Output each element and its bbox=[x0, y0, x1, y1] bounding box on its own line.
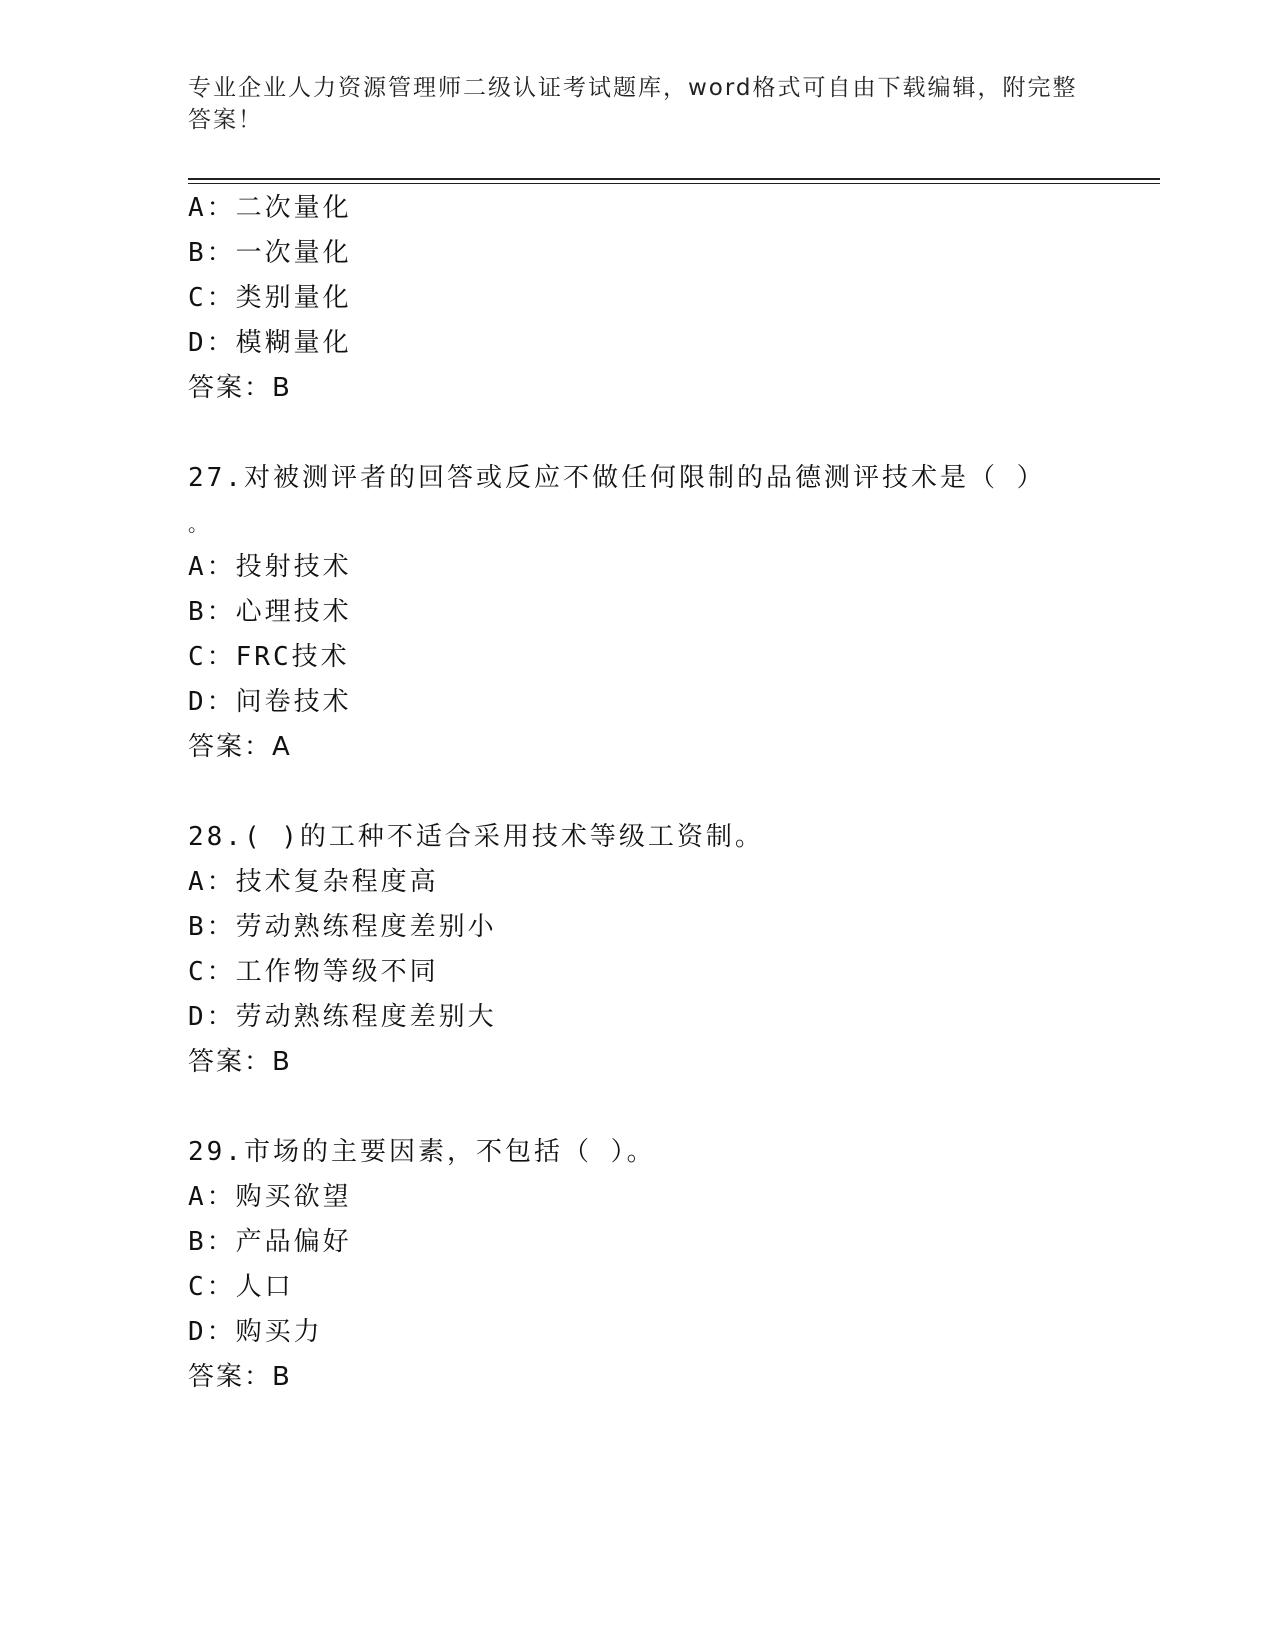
q29-stem: 29.市场的主要因素，不包括（ ）。 bbox=[188, 1137, 656, 1167]
header-rule bbox=[188, 178, 1160, 180]
q29-option-b: B：产品偏好 bbox=[188, 1227, 352, 1257]
q28-option-a: A：技术复杂程度高 bbox=[188, 867, 439, 897]
q29-answer: 答案：B bbox=[188, 1362, 292, 1392]
q27-option-d: D：问卷技术 bbox=[188, 687, 352, 717]
q27-answer: 答案：A bbox=[188, 732, 292, 762]
q29-option-a: A：购买欲望 bbox=[188, 1182, 352, 1212]
header-line-1: 专业企业人力资源管理师二级认证考试题库，word格式可自由下载编辑，附完整 bbox=[188, 75, 1078, 101]
q27-stem-cont: 。 bbox=[188, 512, 211, 536]
q27-option-b: B：心理技术 bbox=[188, 597, 352, 627]
q28-answer: 答案：B bbox=[188, 1047, 292, 1077]
q26-answer: 答案：B bbox=[188, 373, 292, 403]
q29-option-c: C：人口 bbox=[188, 1272, 294, 1302]
q28-option-d: D：劳动熟练程度差别大 bbox=[188, 1002, 497, 1032]
q27-stem: 27.对被测评者的回答或反应不做任何限制的品德测评技术是（ ） bbox=[188, 463, 1046, 493]
q28-stem: 28.( )的工种不适合采用技术等级工资制。 bbox=[188, 822, 764, 852]
header-rule-thin bbox=[188, 183, 1160, 184]
q26-option-c: C：类别量化 bbox=[188, 283, 352, 313]
q26-option-d: D：模糊量化 bbox=[188, 328, 352, 358]
q29-option-d: D：购买力 bbox=[188, 1317, 323, 1347]
q26-option-a: A：二次量化 bbox=[188, 193, 352, 223]
q28-option-b: B：劳动熟练程度差别小 bbox=[188, 912, 497, 942]
q28-option-c: C：工作物等级不同 bbox=[188, 957, 439, 987]
document-header bbox=[188, 72, 1088, 136]
q26-option-b: B：一次量化 bbox=[188, 238, 352, 268]
q27-option-c: C：FRC技术 bbox=[188, 642, 350, 672]
header-line-2: 答案！ bbox=[188, 107, 263, 133]
q27-option-a: A：投射技术 bbox=[188, 552, 352, 582]
